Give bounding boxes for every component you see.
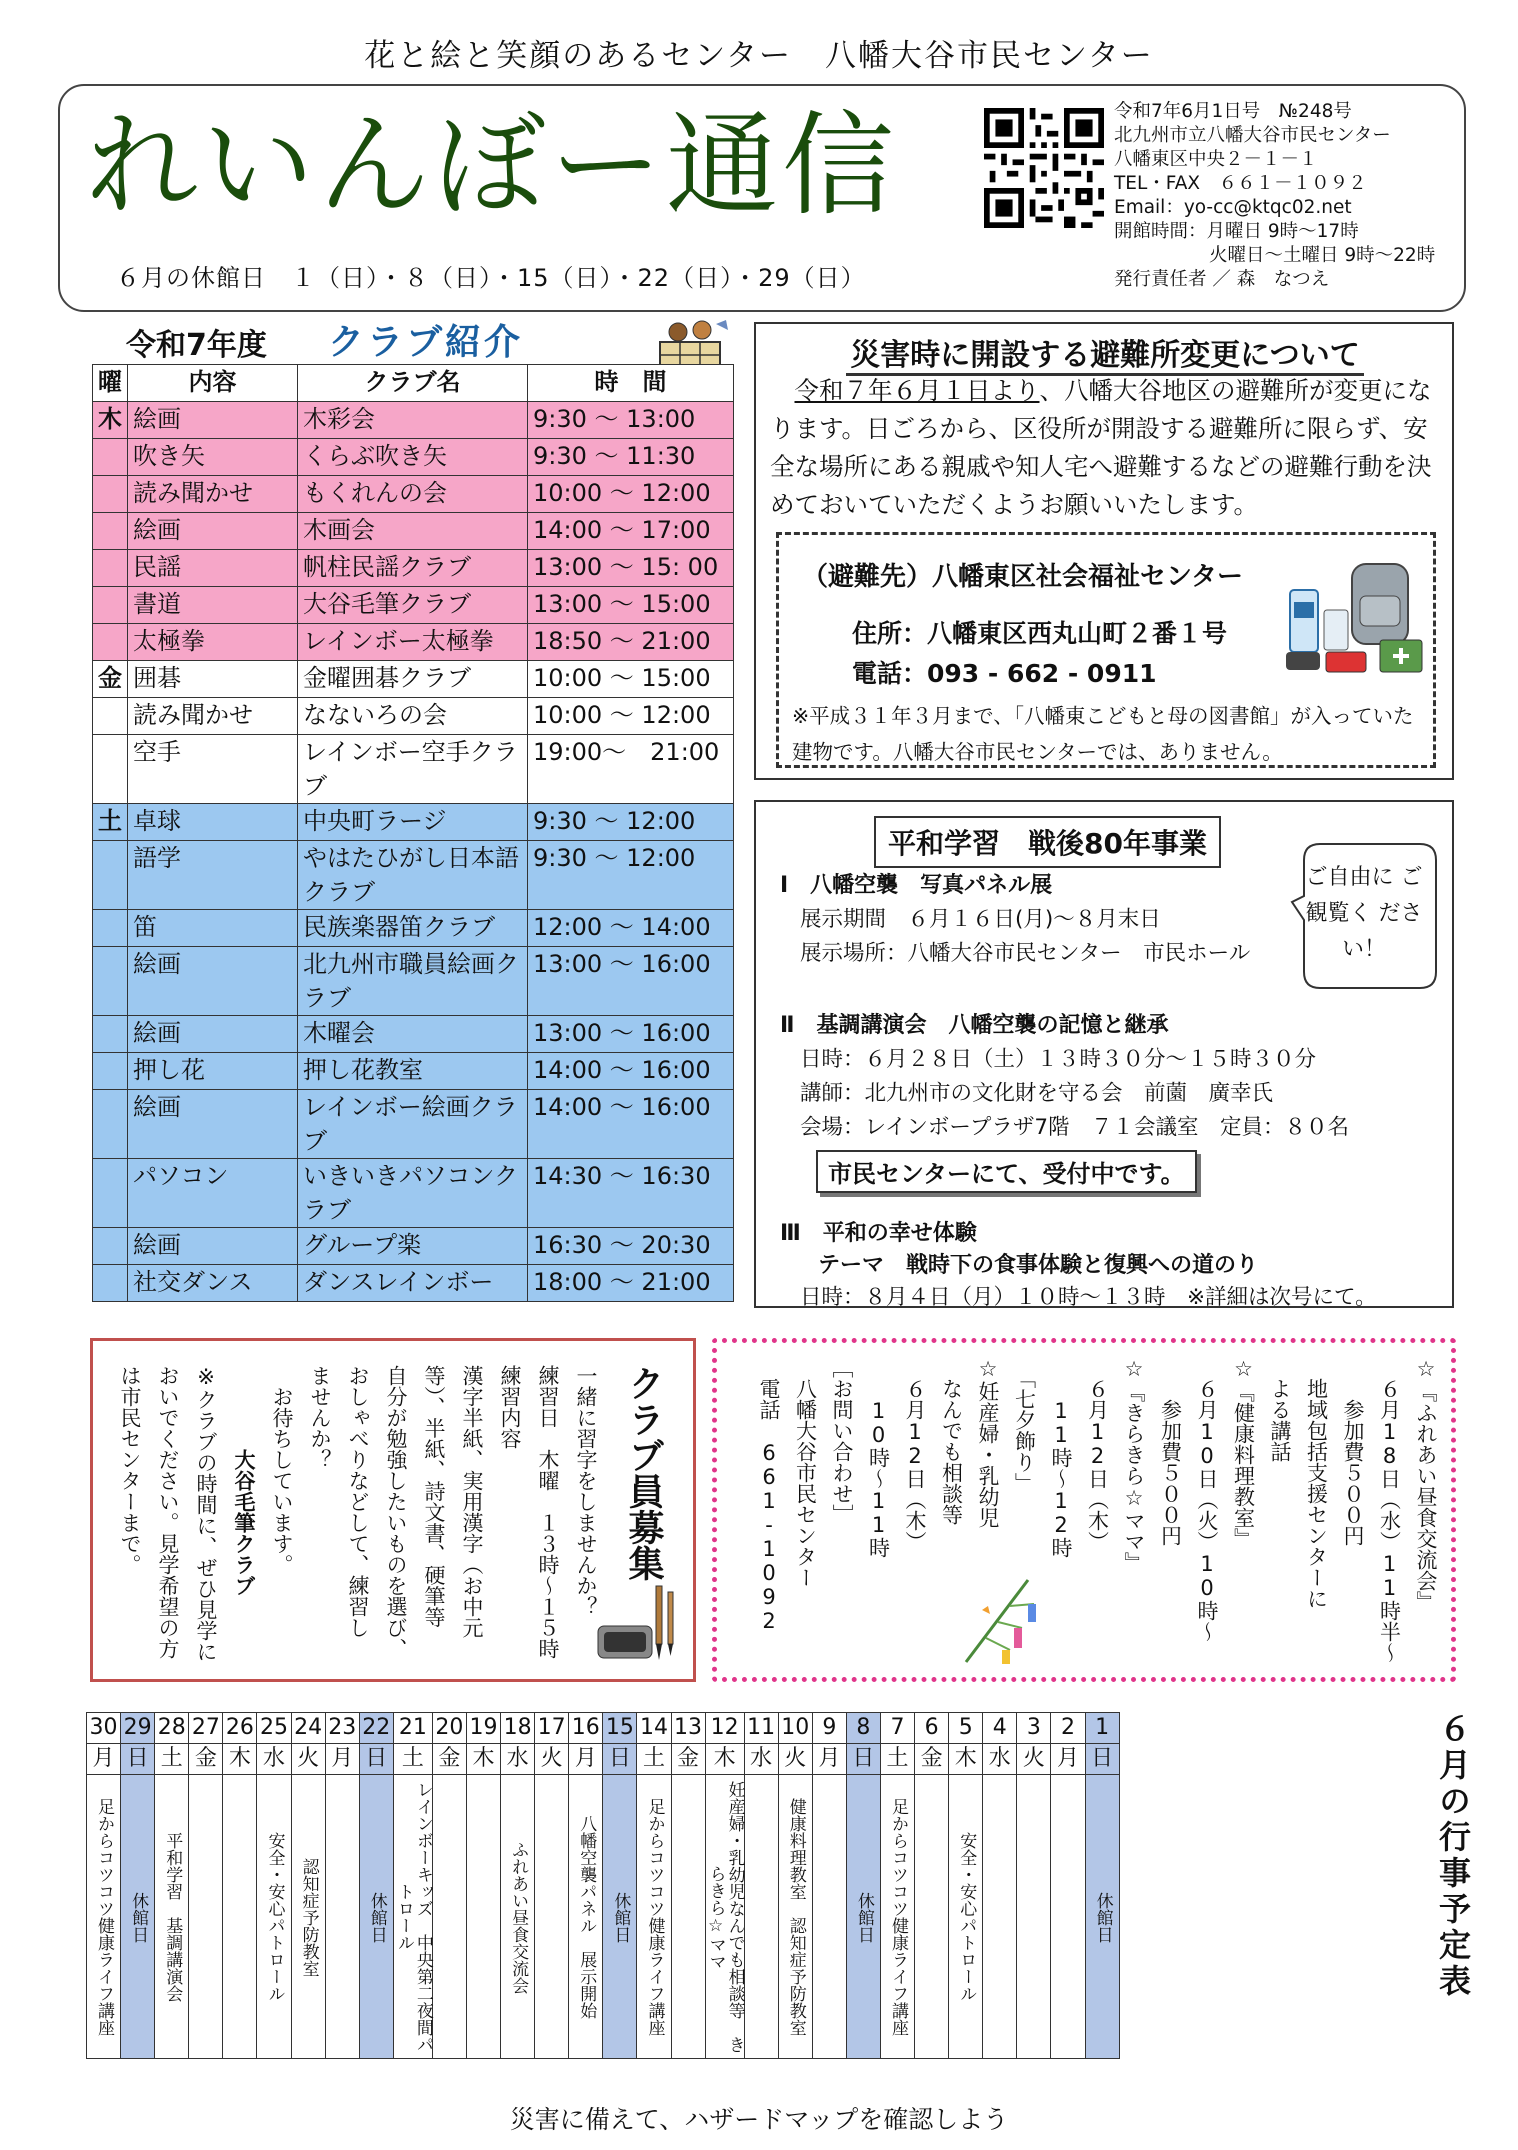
peace-s2-line2: 講師：北九州市の文化財を守る会 前薗 廣幸氏 — [800, 1081, 1274, 1106]
club-name: いきいきパソコンクラブ — [298, 1159, 528, 1228]
tagline: 花と絵と笑顔のあるセンター 八幡大谷市民センター — [364, 38, 1154, 74]
org-email: Email：yo-cc@ktqc02.net — [1114, 197, 1352, 218]
cal-date: 24 — [291, 1713, 325, 1744]
club-time: 10:00 ～ 12:00 — [528, 698, 734, 735]
club-name: 帆柱民謡クラブ — [298, 550, 528, 587]
event-line: 10時～11時 — [866, 1357, 891, 1558]
cal-weekday: 木 — [705, 1744, 744, 1775]
club-type: 空手 — [128, 735, 298, 804]
cal-weekday: 木 — [949, 1744, 983, 1775]
cal-event-cell — [812, 1775, 846, 2059]
club-name: 北九州市職員絵画クラブ — [298, 947, 528, 1016]
cal-date: 3 — [1017, 1713, 1051, 1744]
club-time: 14:00 ～ 16:00 — [528, 1053, 734, 1090]
club-time: 12:00 ～ 14:00 — [528, 910, 734, 947]
club-type: 笛 — [128, 910, 298, 947]
club-name: 木彩会 — [298, 402, 528, 439]
cal-event-cell — [501, 1775, 535, 2059]
tanabata-bamboo-icon — [958, 1570, 1042, 1666]
cal-event-cell — [535, 1775, 569, 2059]
cal-event: 休館日 — [610, 1891, 631, 1943]
recruit-line: おしゃべりなどして、練習し — [346, 1365, 370, 1638]
cal-date: 10 — [778, 1713, 812, 1744]
event-line: ☆『ふれあい昼食交流会』 — [1414, 1357, 1438, 1612]
cal-weekday: 月 — [325, 1744, 359, 1775]
club-day — [93, 910, 128, 947]
club-row — [93, 587, 734, 624]
cal-event-cell — [257, 1775, 291, 2059]
cal-date: 14 — [637, 1713, 671, 1744]
club-type: 民謡 — [128, 550, 298, 587]
cal-weekday: 金 — [671, 1744, 705, 1775]
col-header-type: 内容 — [128, 365, 298, 402]
club-type: 絵画 — [128, 1016, 298, 1053]
cal-date: 22 — [359, 1713, 393, 1744]
club-name: 中央町ラージ — [298, 804, 528, 841]
cal-event-cell — [223, 1775, 257, 2059]
recruit-line: 漢字半紙、実用漢字（お中元 — [460, 1365, 484, 1638]
club-row — [93, 402, 734, 439]
disaster-date: 令和７年６月１日より — [794, 376, 1040, 405]
club-name: なないろの会 — [298, 698, 528, 735]
cal-date: 13 — [671, 1713, 705, 1744]
cal-event: 足からコツコツ健康ライフ講座 — [644, 1798, 665, 2036]
club-name: グループ楽 — [298, 1228, 528, 1265]
club-time: 19:00～ 21:00 — [528, 735, 734, 804]
events-frame — [712, 1338, 1456, 1682]
club-table — [92, 364, 734, 1302]
club-row — [93, 1228, 734, 1265]
cal-event-cell — [1051, 1775, 1085, 2059]
cal-date: 21 — [393, 1713, 432, 1744]
club-section-title-accent: クラブ紹介 — [328, 322, 524, 363]
cal-date: 8 — [846, 1713, 880, 1744]
cal-event: 健康料理教室 認知症予防教室 — [785, 1798, 806, 2036]
club-row — [93, 735, 734, 804]
shelter-details — [852, 614, 1227, 694]
event-line: 参加費５００円 — [1341, 1357, 1365, 1546]
cal-weekday: 土 — [155, 1744, 189, 1775]
cal-event: 休館日 — [1092, 1891, 1113, 1943]
club-type: 太極拳 — [128, 624, 298, 661]
club-day — [93, 550, 128, 587]
club-row — [93, 1016, 734, 1053]
col-header-day: 曜 — [93, 365, 128, 402]
cal-event-cell — [121, 1775, 155, 2059]
club-name: くらぶ吹き矢 — [298, 439, 528, 476]
event-line: よる講話 — [1268, 1357, 1292, 1462]
cal-event-cell — [569, 1775, 603, 2059]
cal-weekday: 水 — [501, 1744, 535, 1775]
club-type: 社交ダンス — [128, 1265, 298, 1302]
club-row — [93, 1159, 734, 1228]
club-day — [93, 1016, 128, 1053]
publisher: 発行責任者 ／ 森 なつえ — [1114, 269, 1330, 290]
club-day — [93, 1159, 128, 1228]
club-day — [93, 735, 128, 804]
cal-weekday: 土 — [393, 1744, 432, 1775]
open-hours-1: 開館時間：月曜日 9時～17時 — [1114, 221, 1359, 242]
recruit-line: ※クラブの時間に、ぜひ見学に — [194, 1365, 218, 1662]
club-type: 囲碁 — [128, 661, 298, 698]
cal-event-cell — [325, 1775, 359, 2059]
cal-event-cell — [291, 1775, 325, 2059]
cal-event-cell — [671, 1775, 705, 2059]
cal-date: 15 — [603, 1713, 637, 1744]
cal-event: 八幡空襲パネル 展示開始 — [576, 1815, 597, 2019]
club-time: 13:00 ～ 16:00 — [528, 1016, 734, 1053]
cal-date: 29 — [121, 1713, 155, 1744]
cal-event-cell — [744, 1775, 778, 2059]
club-section-title: 令和7年度 — [126, 328, 267, 363]
club-name: レインボー太極拳 — [298, 624, 528, 661]
cal-event-cell — [466, 1775, 500, 2059]
club-name: 押し花教室 — [298, 1053, 528, 1090]
event-line: 電話 661-1092 — [757, 1357, 781, 1633]
club-time: 14:00 ～ 16:00 — [528, 1090, 734, 1159]
club-type: 絵画 — [128, 513, 298, 550]
peace-learning-title: 平和学習 戦後80年事業 — [874, 816, 1221, 868]
footer-message: 災害に備えて、ハザードマップを確認しよう — [509, 2105, 1009, 2134]
cal-event: 休館日 — [128, 1891, 149, 1943]
recruit-line: 自分が勉強したいものを選び、 — [384, 1365, 408, 1659]
club-name: やはたひがし日本語クラブ — [298, 841, 528, 910]
newsletter-title: れいんぼー通信 — [86, 101, 898, 231]
cal-date: 16 — [569, 1713, 603, 1744]
cal-event-cell — [637, 1775, 671, 2059]
cal-date: 26 — [223, 1713, 257, 1744]
club-name: 民族楽器笛クラブ — [298, 910, 528, 947]
recruit-line: 一緒に習字をしませんか？ — [574, 1365, 598, 1617]
disaster-text: 、八幡大谷地区の避難所が変更になります。日ごろから、区役所が開設する避難所に限らず、安全な場所にある親戚や知人宅へ避難するなどの避難行動を決めておいていただくようお願いいたします。 — [770, 376, 1432, 519]
shelter-name: （避難先）八幡東区社会福祉センター — [802, 562, 1243, 592]
cal-event: ふれあい昼食交流会 — [508, 1840, 529, 1994]
cal-weekday: 金 — [432, 1744, 466, 1775]
cal-weekday: 金 — [915, 1744, 949, 1775]
club-time: 9:30 ～ 12:00 — [528, 804, 734, 841]
club-type: 卓球 — [128, 804, 298, 841]
org-tel: TEL・FAX ６６１－１０９２ — [1114, 173, 1367, 194]
club-time: 13:00 ～ 16:00 — [528, 947, 734, 1016]
club-time: 13:00 ～ 15: 00 — [528, 550, 734, 587]
club-row — [93, 1053, 734, 1090]
recruit-line: 大谷毛筆クラブ — [232, 1365, 256, 1596]
club-type: 読み聞かせ — [128, 476, 298, 513]
cal-weekday: 火 — [291, 1744, 325, 1775]
cal-weekday: 金 — [189, 1744, 223, 1775]
calligraphy-brush-icon — [590, 1582, 680, 1664]
club-day — [93, 947, 128, 1016]
club-row — [93, 513, 734, 550]
event-line: ☆妊産婦・乳幼児 — [976, 1357, 1000, 1528]
peace-s3-title: Ⅲ 平和の幸せ体験 — [780, 1221, 977, 1246]
cal-date: 20 — [432, 1713, 466, 1744]
cal-weekday: 木 — [223, 1744, 257, 1775]
club-day — [93, 1228, 128, 1265]
cal-event: 安全・安心パトロール — [264, 1832, 285, 2002]
org-address: 八幡東区中央２－１－１ — [1114, 149, 1318, 170]
cal-weekday: 日 — [846, 1744, 880, 1775]
cal-date: 25 — [257, 1713, 291, 1744]
recruit-title: クラブ員募集 — [623, 1365, 664, 1581]
event-line: ☆『健康料理教室』 — [1231, 1357, 1256, 1549]
club-type: 絵画 — [128, 947, 298, 1016]
cal-weekday: 木 — [466, 1744, 500, 1775]
club-row — [93, 624, 734, 661]
club-type: 語学 — [128, 841, 298, 910]
cal-event-cell — [915, 1775, 949, 2059]
club-day — [93, 1053, 128, 1090]
recruit-line: は市民センターまで。 — [118, 1365, 142, 1575]
peace-s3-line1: テーマ 戦時下の食事体験と復興への道のり — [818, 1253, 1259, 1278]
cal-date: 11 — [744, 1713, 778, 1744]
cal-weekday: 月 — [87, 1744, 121, 1775]
cal-weekday: 日 — [359, 1744, 393, 1775]
peace-s2-line3: 会場：レインボープラザ7階 ７１会議室 定員：８０名 — [800, 1115, 1350, 1140]
cal-date: 19 — [466, 1713, 500, 1744]
club-day — [93, 476, 128, 513]
bubble-text: ご自由に ご観覧く ださい！ — [1305, 865, 1423, 962]
event-line: 八幡大谷市民センター — [793, 1357, 818, 1588]
cal-date: 4 — [983, 1713, 1017, 1744]
cal-weekday: 土 — [637, 1744, 671, 1775]
event-line: ６月12日（木） — [903, 1357, 927, 1552]
issue-info — [1114, 100, 1459, 292]
cal-weekday: 日 — [1085, 1744, 1119, 1775]
cal-event: 休館日 — [853, 1891, 874, 1943]
club-day — [93, 513, 128, 550]
cal-event-cell — [393, 1775, 432, 2059]
recruit-line: ませんか？ — [308, 1365, 332, 1470]
cal-event-cell — [189, 1775, 223, 2059]
club-row — [93, 1090, 734, 1159]
cal-date: 12 — [705, 1713, 744, 1744]
club-day — [93, 587, 128, 624]
cal-event-cell — [1085, 1775, 1119, 2059]
event-line: 参加費５００円 — [1158, 1357, 1183, 1546]
event-line: ☆『きらきら☆ママ』 — [1122, 1357, 1146, 1573]
june-holidays: ６月の休館日 １（日）・８（日）・15（日）・22（日）・29（日） — [116, 264, 866, 292]
club-row — [93, 1265, 734, 1302]
org-name: 北九州市立八幡大谷市民センター — [1114, 125, 1391, 146]
club-type: パソコン — [128, 1159, 298, 1228]
qr-code-icon — [984, 108, 1104, 228]
club-day: 土 — [93, 804, 128, 841]
club-name: 木曜会 — [298, 1016, 528, 1053]
recruit-line: 練習内容 — [498, 1365, 522, 1449]
cal-event-cell — [1017, 1775, 1051, 2059]
club-name: 木画会 — [298, 513, 528, 550]
cal-weekday: 土 — [880, 1744, 914, 1775]
club-day — [93, 624, 128, 661]
event-line: ６月18日（水）11時半～ — [1377, 1357, 1402, 1663]
club-time: 18:50 ～ 21:00 — [528, 624, 734, 661]
disaster-notice-body — [770, 372, 1446, 524]
cal-event-cell — [359, 1775, 393, 2059]
event-line: ［お問い合わせ］ — [830, 1357, 854, 1525]
club-row — [93, 476, 734, 513]
recruit-line: お待ちしています。 — [270, 1365, 294, 1575]
cal-date: 27 — [189, 1713, 223, 1744]
cal-weekday: 月 — [569, 1744, 603, 1775]
club-row — [93, 550, 734, 587]
col-header-time: 時 間 — [528, 365, 734, 402]
cal-date: 9 — [812, 1713, 846, 1744]
cal-event: 足からコツコツ健康ライフ講座 — [888, 1798, 909, 2036]
club-day — [93, 1090, 128, 1159]
shelter-phone: 電話：093 - 662 - 0911 — [852, 659, 1157, 688]
cal-date: 18 — [501, 1713, 535, 1744]
disaster-notice-title — [760, 330, 1450, 374]
cal-event-cell — [846, 1775, 880, 2059]
club-day — [93, 698, 128, 735]
cal-date: 6 — [915, 1713, 949, 1744]
club-name: ダンスレインボー — [298, 1265, 528, 1302]
cal-event-cell — [705, 1775, 744, 2059]
club-day: 木 — [93, 402, 128, 439]
event-line: 11時～12時 — [1049, 1357, 1073, 1558]
peace-s2-title: Ⅱ 基調講演会 八幡空襲の記憶と継承 — [780, 1013, 1169, 1038]
club-day — [93, 841, 128, 910]
cal-date: 1 — [1085, 1713, 1119, 1744]
club-type: 書道 — [128, 587, 298, 624]
club-type: 読み聞かせ — [128, 698, 298, 735]
june-event-calendar — [86, 1712, 1120, 2059]
event-line: なんでも相談等 — [939, 1357, 964, 1525]
peace-reception-note: 市民センターにて、受付中です。 — [816, 1150, 1197, 1193]
emergency-supplies-icon — [1280, 556, 1428, 680]
cal-event: 認知症予防教室 — [298, 1857, 319, 1977]
club-row — [93, 661, 734, 698]
open-hours-2: 火曜日～土曜日 9時～22時 — [1209, 245, 1436, 266]
event-line: 「七夕飾り」 — [1012, 1357, 1037, 1494]
cal-weekday: 水 — [257, 1744, 291, 1775]
cal-date: 7 — [880, 1713, 914, 1744]
col-header-club: クラブ名 — [298, 365, 528, 402]
issue-number: 令和7年6月1日号 №248号 — [1114, 101, 1352, 122]
cal-date: 28 — [155, 1713, 189, 1744]
club-time: 9:30 ～ 12:00 — [528, 841, 734, 910]
cal-weekday: 日 — [121, 1744, 155, 1775]
shelter-note: ※平成３１年３月まで、「八幡東こどもと母の図書館」が入っていた建物です。八幡大谷市民センターでは、ありません。 — [792, 704, 1414, 764]
club-day: 金 — [93, 661, 128, 698]
cal-date: 23 — [325, 1713, 359, 1744]
cal-event-cell — [778, 1775, 812, 2059]
shelter-address: 住所：八幡東区西丸山町２番１号 — [852, 619, 1228, 648]
peace-s1-line1: 展示期間 ６月１６日(月)～８月末日 — [800, 907, 1161, 932]
peace-s3-line2: 日時：８月４日（月）１０時～１３時 ※詳細は次号にて。 — [800, 1285, 1377, 1310]
cal-weekday: 水 — [744, 1744, 778, 1775]
recruit-line: 練習日 木曜 １３時～１５時 — [536, 1365, 560, 1659]
event-line: ６月12日（木） — [1085, 1357, 1110, 1552]
peace-s2-line1: 日時：６月２８日（土）１３時３０分～１５時３０分 — [800, 1047, 1317, 1072]
club-row — [93, 910, 734, 947]
cal-event: 平和学習 基調講演会 — [162, 1832, 183, 2002]
club-time: 18:00 ～ 21:00 — [528, 1265, 734, 1302]
club-time: 16:30 ～ 20:30 — [528, 1228, 734, 1265]
cal-event-cell — [880, 1775, 914, 2059]
club-type: 押し花 — [128, 1053, 298, 1090]
club-time: 10:00 ～ 12:00 — [528, 476, 734, 513]
club-day — [93, 1265, 128, 1302]
recruit-line: おいでください。見学希望の方 — [156, 1365, 180, 1659]
peace-s1-title: Ⅰ 八幡空襲 写真パネル展 — [780, 873, 1053, 898]
club-day — [93, 439, 128, 476]
club-row — [93, 439, 734, 476]
club-time: 9:30 ～ 13:00 — [528, 402, 734, 439]
club-time: 9:30 ～ 11:30 — [528, 439, 734, 476]
event-line: 地域包括支援センターに — [1304, 1357, 1329, 1609]
cal-event: レインボーキッズ 中央第二夜間パトロール — [393, 1781, 433, 2053]
club-type: 吹き矢 — [128, 439, 298, 476]
cal-event: 安全・安心パトロール — [956, 1832, 977, 2002]
club-name: もくれんの会 — [298, 476, 528, 513]
cal-event: 足からコツコツ健康ライフ講座 — [94, 1798, 115, 2036]
club-name: レインボー空手クラブ — [298, 735, 528, 804]
cal-weekday: 火 — [778, 1744, 812, 1775]
cal-weekday: 日 — [603, 1744, 637, 1775]
cal-weekday: 火 — [535, 1744, 569, 1775]
cal-event: 休館日 — [366, 1891, 387, 1943]
cal-event-cell — [87, 1775, 121, 2059]
peace-s1-line2: 展示場所：八幡大谷市民センター 市民ホール — [800, 941, 1251, 966]
cal-weekday: 月 — [812, 1744, 846, 1775]
club-row — [93, 804, 734, 841]
club-time: 13:00 ～ 15:00 — [528, 587, 734, 624]
event-line: ６月10日（火）10時～ — [1195, 1357, 1219, 1642]
cal-date: 5 — [949, 1713, 983, 1744]
cal-event-cell — [603, 1775, 637, 2059]
cal-date: 30 — [87, 1713, 121, 1744]
cal-date: 17 — [535, 1713, 569, 1744]
club-name: 金曜囲碁クラブ — [298, 661, 528, 698]
cal-weekday: 水 — [983, 1744, 1017, 1775]
cal-event: 妊産婦・乳幼児なんでも相談等 きらきら☆ママ — [705, 1781, 745, 2053]
club-time: 14:00 ～ 17:00 — [528, 513, 734, 550]
cal-event-cell — [983, 1775, 1017, 2059]
cal-event-cell — [949, 1775, 983, 2059]
club-row — [93, 841, 734, 910]
cal-weekday: 火 — [1017, 1744, 1051, 1775]
recruit-line: 等）、半紙、詩文書、硬筆等 — [422, 1365, 446, 1628]
club-name: 大谷毛筆クラブ — [298, 587, 528, 624]
club-type: 絵画 — [128, 402, 298, 439]
disaster-title-text: 災害時に開設する避難所変更について — [846, 338, 1363, 376]
cal-event-cell — [155, 1775, 189, 2059]
club-name: レインボー絵画クラブ — [298, 1090, 528, 1159]
club-row — [93, 947, 734, 1016]
club-time: 14:30 ～ 16:30 — [528, 1159, 734, 1228]
cal-date: 2 — [1051, 1713, 1085, 1744]
club-type: 絵画 — [128, 1090, 298, 1159]
cal-weekday: 月 — [1051, 1744, 1085, 1775]
club-type: 絵画 — [128, 1228, 298, 1265]
club-row — [93, 698, 734, 735]
cal-event-cell — [432, 1775, 466, 2059]
club-time: 10:00 ～ 15:00 — [528, 661, 734, 698]
calendar-title: ６月の行事予定表 — [1434, 1712, 1472, 2000]
